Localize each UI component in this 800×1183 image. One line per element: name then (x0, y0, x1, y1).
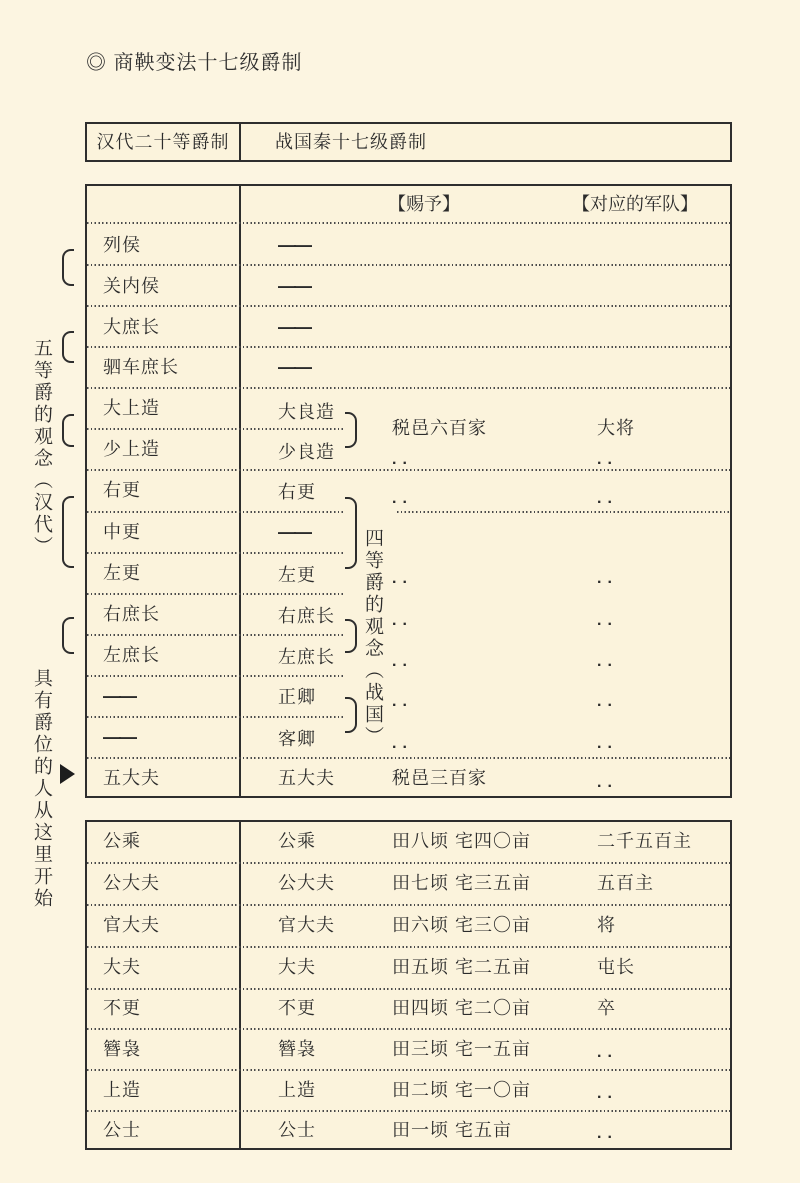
han-rank: 不更 (103, 998, 141, 1018)
row-separator (87, 946, 730, 948)
army-value: 屯长 (597, 957, 635, 977)
grant-ditto: .. (392, 693, 413, 710)
qin-rank: 五大夫 (278, 768, 335, 788)
row-separator (87, 716, 343, 718)
qin-rank: 左庶长 (278, 647, 335, 667)
qin-rank-empty: —— (278, 276, 310, 296)
row-separator (87, 593, 343, 595)
qin-rank-empty: —— (278, 235, 310, 255)
grant-value: 田八顷 宅四〇亩 (392, 831, 532, 851)
row-separator (87, 862, 730, 864)
qin-rank-empty: —— (278, 522, 310, 542)
row-separator (397, 511, 730, 513)
row-separator (87, 222, 730, 224)
han-rank: 少上造 (103, 439, 160, 459)
han-rank: 上造 (103, 1080, 141, 1100)
grant-value: 田二顷 宅一〇亩 (392, 1080, 532, 1100)
row-separator (87, 1069, 730, 1071)
column-header-army: 【对应的军队】 (572, 194, 698, 214)
row-separator (87, 346, 730, 348)
army-ditto: .. (597, 612, 618, 629)
army-value: 将 (597, 915, 616, 935)
qin-rank-empty: —— (278, 317, 310, 337)
qin-rank: 不更 (278, 998, 316, 1018)
army-value: 卒 (597, 998, 616, 1018)
row-separator (87, 552, 343, 554)
han-rank: 左庶长 (103, 645, 160, 665)
han-rank: 列侯 (103, 235, 141, 255)
row-separator (87, 675, 343, 677)
row-separator (87, 988, 730, 990)
group-bracket-qin-shuzhang (345, 619, 357, 653)
han-rank: 大上造 (103, 398, 160, 418)
upper-table-divider (239, 184, 241, 798)
han-rank-empty: —— (103, 686, 135, 706)
han-rank: 中更 (103, 522, 141, 542)
row-separator (87, 428, 343, 430)
grant-ditto: .. (392, 451, 413, 468)
qin-rank-empty: —— (278, 357, 310, 377)
group-bracket-shuzhang-ranks (62, 617, 74, 654)
grant-value: 田三顷 宅一五亩 (392, 1039, 532, 1059)
qin-rank: 客卿 (278, 729, 316, 749)
row-separator (87, 264, 730, 266)
grant-ditto: .. (392, 490, 413, 507)
grant-value: 田五顷 宅二五亩 (392, 957, 532, 977)
han-rank: 簪袅 (103, 1039, 141, 1059)
group-bracket-dashangzao-shaoshangzao (62, 414, 74, 447)
row-separator (87, 511, 343, 513)
han-rank: 左更 (103, 563, 141, 583)
han-rank: 公乘 (103, 831, 141, 851)
qin-rank: 公大夫 (278, 873, 335, 893)
row-separator (87, 387, 730, 389)
row-separator (87, 904, 730, 906)
grant-ditto: .. (392, 735, 413, 752)
army-value: 大将 (597, 418, 635, 438)
note-rank-threshold: 具有爵位的人从这里开始 (31, 668, 52, 910)
han-rank: 官大夫 (103, 915, 160, 935)
army-ditto: .. (597, 735, 618, 752)
han-rank: 驷车庶长 (103, 357, 179, 377)
lower-table-divider (239, 820, 241, 1150)
army-ditto: .. (597, 774, 618, 791)
army-ditto: .. (597, 693, 618, 710)
group-bracket-geng-ranks (62, 496, 74, 568)
army-ditto: .. (597, 653, 618, 670)
qin-rank: 正卿 (278, 687, 316, 707)
qin-rank: 左更 (278, 565, 316, 585)
grant-value: 田一顷 宅五亩 (392, 1120, 513, 1140)
han-rank: 大庶长 (103, 317, 160, 337)
qin-rank: 公乘 (278, 831, 316, 851)
qin-rank: 大夫 (278, 957, 316, 977)
qin-rank: 公士 (278, 1120, 316, 1140)
army-ditto: .. (597, 1044, 618, 1061)
han-rank: 右庶长 (103, 604, 160, 624)
row-separator (87, 305, 730, 307)
qin-rank: 官大夫 (278, 915, 335, 935)
han-rank-empty: —— (103, 727, 135, 747)
army-ditto: .. (597, 490, 618, 507)
group-bracket-qing (345, 697, 357, 733)
page-title: ◎ 商鞅变法十七级爵制 (86, 52, 303, 74)
han-rank: 公大夫 (103, 873, 160, 893)
army-ditto: .. (597, 1085, 618, 1102)
army-ditto: .. (597, 570, 618, 587)
grant-value: 田四顷 宅二〇亩 (392, 998, 532, 1018)
han-rank: 右更 (103, 480, 141, 500)
group-bracket-dashuzhang-sichezhang (62, 331, 74, 363)
qin-rank: 右更 (278, 482, 316, 502)
legend-han-system: 汉代二十等爵制 (96, 132, 230, 152)
grant-value: 税邑三百家 (392, 768, 487, 788)
army-ditto: .. (597, 1125, 618, 1142)
group-bracket-liangzao (345, 412, 357, 448)
grant-ditto: .. (392, 612, 413, 629)
grant-value: 田七顷 宅三五亩 (392, 873, 532, 893)
qin-rank: 少良造 (278, 442, 335, 462)
han-rank: 大夫 (103, 957, 141, 977)
han-rank: 关内侯 (103, 276, 160, 296)
qin-rank: 上造 (278, 1080, 316, 1100)
group-bracket-liehou-guanneihou (62, 249, 74, 286)
grant-ditto: .. (392, 570, 413, 587)
legend-qin-system: 战国秦十七级爵制 (275, 132, 427, 152)
row-separator (87, 1110, 730, 1112)
han-rank: 公士 (103, 1120, 141, 1140)
qin-rank: 簪袅 (278, 1039, 316, 1059)
grant-ditto: .. (392, 653, 413, 670)
threshold-arrow-icon (60, 764, 75, 784)
row-separator (87, 757, 730, 759)
group-bracket-qin-geng (345, 497, 357, 569)
note-qin-four-rank-concept: 四等爵的观念（战国） (362, 528, 383, 748)
han-rank: 五大夫 (103, 768, 160, 788)
column-header-grant: 【赐予】 (388, 194, 460, 214)
army-value: 二千五百主 (597, 831, 692, 851)
grant-value: 税邑六百家 (392, 418, 487, 438)
row-separator (87, 1028, 730, 1030)
grant-value: 田六顷 宅三〇亩 (392, 915, 532, 935)
army-ditto: .. (597, 451, 618, 468)
note-han-five-rank-concept: 五等爵的观念（汉代） (31, 338, 52, 558)
qin-rank: 右庶长 (278, 606, 335, 626)
row-separator (87, 634, 343, 636)
army-value: 五百主 (597, 873, 654, 893)
qin-rank: 大良造 (278, 402, 335, 422)
